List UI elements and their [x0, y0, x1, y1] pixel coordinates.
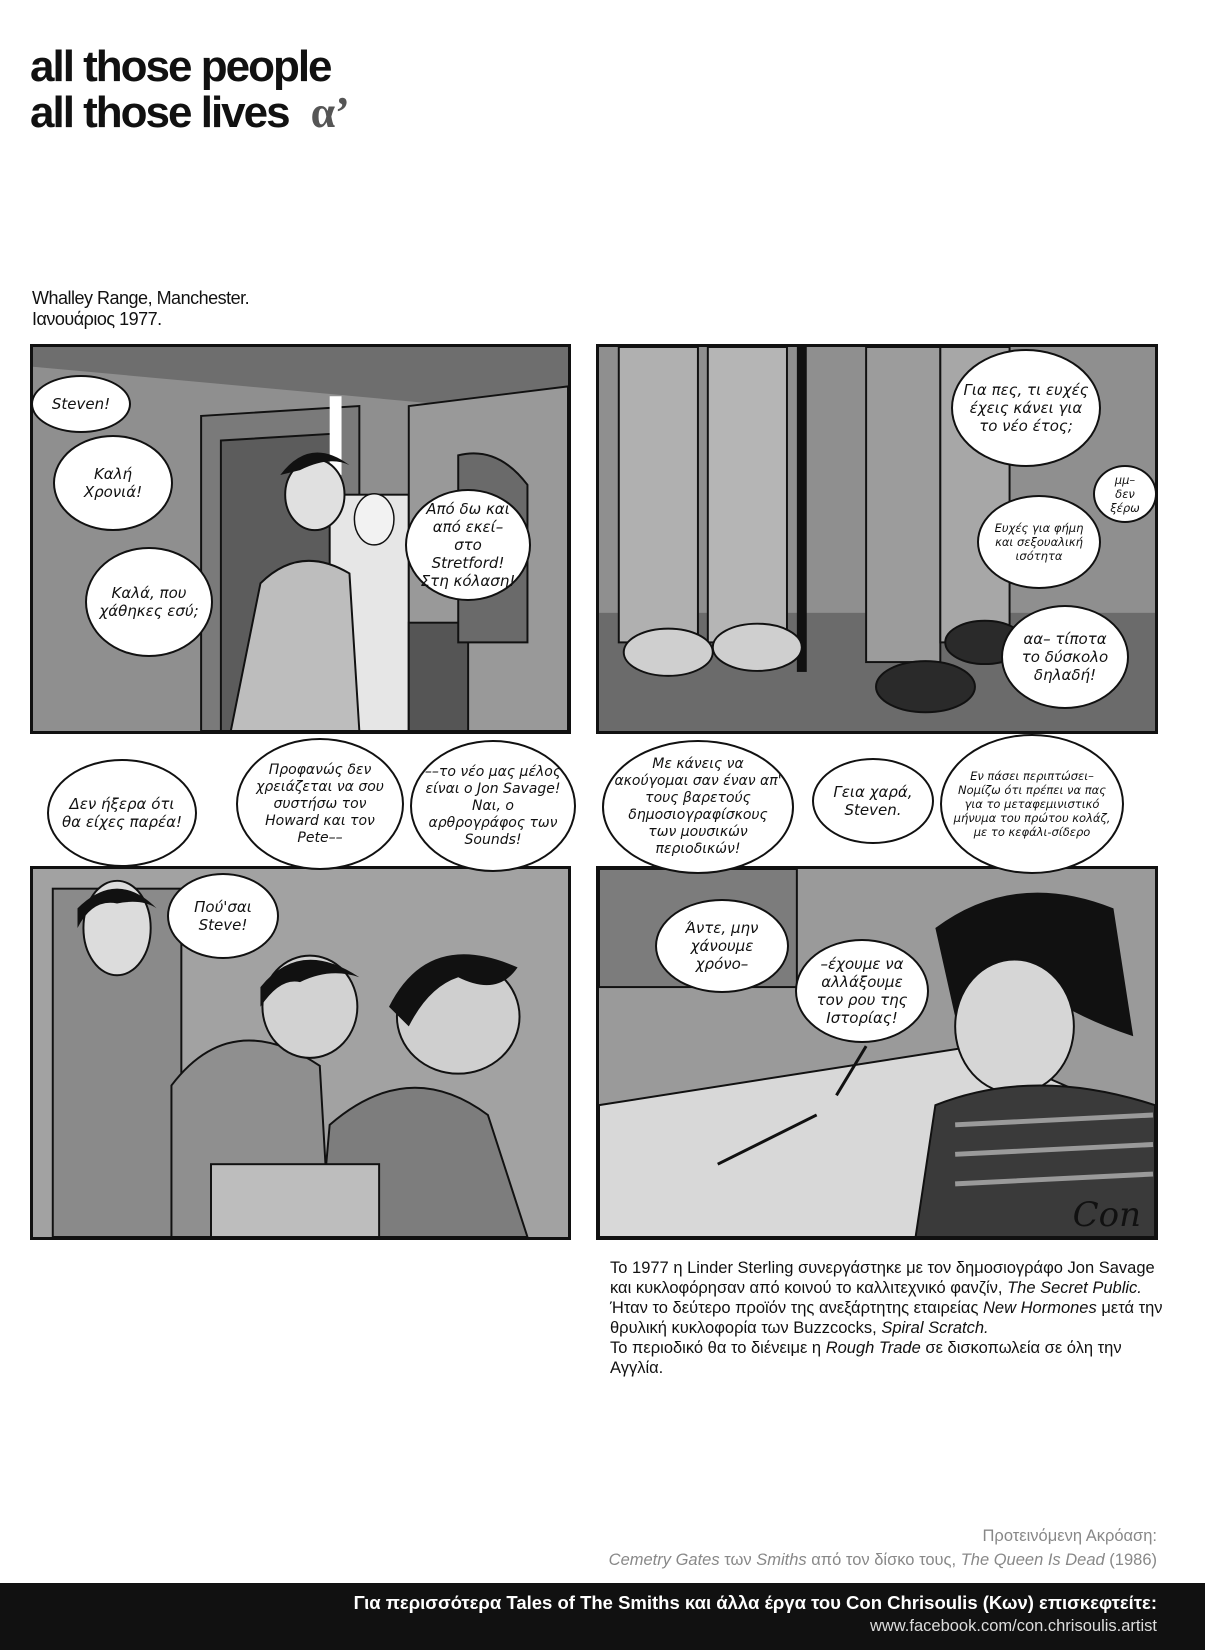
date-label: Ιανουάριος 1977.	[32, 309, 162, 329]
footer-text: Για περισσότερα Tales of The Smiths και άλλα έργα του Con Chrisoulis (Κων) επισκεφτείτε:	[353, 1592, 1157, 1613]
artist-signature: Con	[1072, 1195, 1141, 1235]
speech-bubble-post-feminist-message: Εν πάσει περιπτώσει– Νομίζω ότι πρέπει να πας για το μεταφεμινιστικό μήνυμα του πρώτου κολάζ, με το κεφάλι-σίδερο	[940, 734, 1124, 874]
speech-bubble-happy-new-year: Καλή Χρονιά!	[53, 435, 173, 531]
fanzine-title: The Secret Public.	[1007, 1279, 1142, 1297]
historical-caption: Το 1977 η Linder Sterling συνεργάστηκε με τον δημοσιογράφο Jon Savage και κυκλοφόρησαν από κοινού το καλλιτεχνικό φανζίν, The Secret Public. Ήταν το δεύτερο προϊόν της ανεξάρτητης εταιρείας New Hormones μετά την θρυλική κυκλοφορία των Buzzcocks, Spiral Scratch. Το περιοδικό θα το διένειμε η Rough Trade σε δισκοπωλεία σε όλη την Αγγλία.	[610, 1259, 1163, 1377]
single-title: Spiral Scratch.	[881, 1319, 989, 1337]
speech-bubble-didnt-know-company: Δεν ήξερα ότι θα είχες παρέα!	[47, 759, 197, 867]
speech-bubble-change-history: –έχουμε να αλλάξουμε τον ρου της Ιστορίας!	[795, 939, 929, 1043]
recommended-listening	[609, 1524, 1157, 1572]
speech-bubble-nothing-difficult: αα– τίποτα το δύσκολο δηλαδή!	[1001, 605, 1129, 709]
listening-heading: Προτεινόμενη Ακρόαση:	[982, 1527, 1157, 1545]
panel-3-art	[33, 869, 568, 1237]
panel-1-doorway	[30, 344, 571, 734]
speech-bubble-stretford: Από δω και από εκεί– στο Stretford! Στη κόλαση!	[405, 489, 531, 601]
speech-bubble-where-are-you-steve: Πού'σαι Steve!	[167, 873, 279, 959]
speech-bubble-steven: Steven!	[31, 375, 131, 433]
speech-bubble-new-year-wishes: Για πες, τι ευχές έχεις κάνει για το νέο έτος;	[951, 349, 1101, 467]
speech-bubble-fame-equality: Ευχές για φήμη και σεξουαλική ισότητα	[977, 495, 1101, 589]
setting-caption	[32, 288, 249, 330]
title-line-2: all those lives α’	[30, 88, 350, 137]
speech-bubble-where-were-you: Καλά, που χάθηκες εσύ;	[85, 547, 213, 657]
speech-bubble-bye-steven: Γεια χαρά, Steven.	[812, 758, 934, 844]
footer-link[interactable]: www.facebook.com/con.chrisoulis.artist	[869, 1617, 1157, 1635]
panel-4-collage	[596, 866, 1158, 1240]
panel-2-feet	[596, 344, 1158, 734]
footer-bar	[0, 1583, 1205, 1650]
distributor-name: Rough Trade	[825, 1339, 921, 1357]
listening-details: Cemetry Gates των Smiths από τον δίσκο τους, The Queen Is Dead (1986)	[608, 1551, 1157, 1569]
place-label: Whalley Range, Manchester.	[32, 288, 250, 308]
chapter-number: α’	[310, 88, 350, 137]
speech-bubble-introduce-howard-pete: Προφανώς δεν χρειάζεται να σου συστήσω τον Howard και τον Pete––	[236, 738, 404, 870]
speech-bubble-boring-journalists: Με κάνεις να ακούγομαι σαν έναν απ' τους βαρετούς δημοσιογραφίσκους των μουσικών περιοδικών!	[602, 740, 794, 874]
speech-bubble-jon-savage: ––το νέο μας μέλος είναι ο Jon Savage! Ναι, ο αρθρογράφος των Sounds!	[410, 740, 576, 872]
title-line-1: all those people	[30, 42, 331, 91]
comic-title	[30, 44, 350, 136]
speech-bubble-dont-know: μμ– δεν ξέρω	[1093, 465, 1157, 523]
label-name: New Hormones	[983, 1299, 1097, 1317]
speech-bubble-lets-not-waste-time: Άντε, μην χάνουμε χρόνο–	[655, 899, 789, 993]
